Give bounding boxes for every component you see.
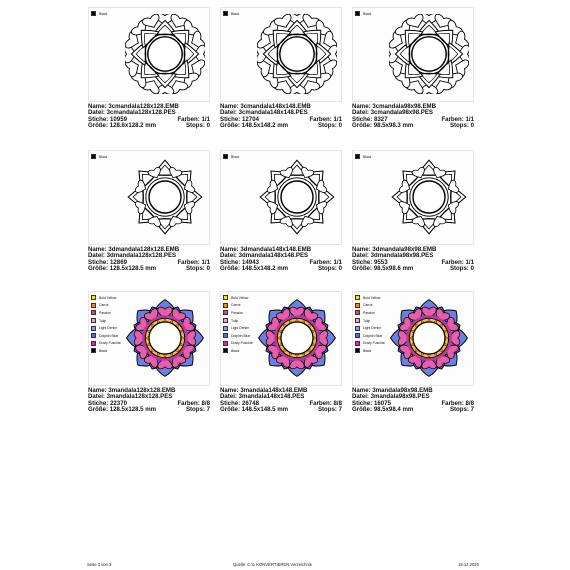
color-count-value: 1/1	[201, 258, 210, 266]
thread-color-item	[91, 302, 120, 310]
stop-count-value: 0	[206, 121, 210, 129]
color-count-label: Farben:	[441, 399, 464, 407]
design-name-label: Name:	[88, 387, 107, 394]
design-size	[220, 407, 288, 413]
stitch-count-label: Stiche:	[88, 258, 109, 266]
stitch-count-value: 16075	[374, 399, 391, 407]
thread-color-item	[223, 324, 252, 332]
color-count-value: 1/1	[201, 115, 210, 123]
color-label: Black	[231, 348, 240, 353]
design-info	[220, 247, 342, 272]
design-size-label: Größe:	[352, 405, 372, 413]
stitch-count-label: Stiche:	[352, 258, 373, 266]
design-size-label: Größe:	[220, 264, 240, 272]
design-size-value: 128.5x128.5 mm	[109, 264, 157, 272]
design-info	[352, 104, 474, 129]
mandala-graphic	[257, 14, 337, 94]
color-label: Bold Yellow	[99, 295, 117, 300]
color-label: Carrot	[99, 303, 109, 308]
color-swatch	[223, 333, 228, 338]
stop-count-label: Stops:	[317, 121, 337, 129]
stop-count	[186, 407, 210, 413]
color-count-value: 1/1	[465, 258, 474, 266]
mandala-preview	[257, 14, 337, 94]
thread-color-legend	[223, 153, 239, 161]
design-file-value: 3mandala148x148.PES	[238, 393, 305, 401]
thread-color-item	[355, 309, 384, 317]
design-name-value: 3mandala148x148.EMB	[240, 387, 308, 394]
design-info	[220, 104, 342, 129]
color-label: Carrot	[231, 303, 241, 308]
design-size-label: Größe:	[88, 405, 108, 413]
design-preview	[88, 7, 210, 102]
color-swatch	[91, 341, 96, 346]
color-label: Passion	[363, 310, 376, 315]
color-swatch	[223, 318, 228, 323]
thread-color-item	[355, 340, 384, 348]
design-size-value: 98.5x98.6 mm	[373, 264, 414, 272]
color-label: Black	[363, 348, 372, 353]
thread-color-legend	[223, 10, 239, 18]
design-name-value: 3dmandala148x148.EMB	[240, 246, 312, 253]
footer-page-number: Seite 3 von 3	[87, 562, 112, 567]
color-label: Bold Yellow	[231, 295, 249, 300]
thread-color-item	[223, 347, 252, 355]
color-count-label: Farben:	[441, 115, 464, 123]
design-file-value: 3dmandala128x128.PES	[106, 252, 177, 260]
color-count-label: Farben:	[177, 258, 200, 266]
design-size	[220, 123, 288, 129]
color-swatch	[355, 318, 360, 323]
stitch-count-value: 26748	[242, 399, 259, 407]
color-label: Dolphin Blue	[231, 333, 251, 338]
design-card	[88, 7, 210, 142]
stitch-count-label: Stiche:	[352, 115, 373, 123]
color-swatch	[91, 303, 96, 308]
stop-count-label: Stops:	[449, 405, 469, 413]
stop-count-value: 7	[206, 405, 210, 413]
color-label: Dolphin Blue	[363, 333, 383, 338]
color-swatch	[91, 333, 96, 338]
stitch-count-value: 8327	[374, 115, 388, 123]
design-preview	[352, 291, 474, 386]
stop-count	[450, 407, 474, 413]
stop-count-label: Stops:	[185, 405, 205, 413]
color-swatch	[355, 333, 360, 338]
design-card	[220, 291, 342, 426]
design-file-label: Datei:	[220, 109, 237, 117]
design-size-value: 98.5x98.3 mm	[373, 121, 414, 129]
design-info	[88, 104, 210, 129]
color-swatch	[91, 348, 96, 353]
mandala-preview	[389, 298, 469, 378]
thread-color-legend	[91, 10, 107, 18]
color-label: Tulip	[231, 318, 239, 323]
thread-color-legend	[91, 153, 107, 161]
thread-color-item	[91, 294, 120, 302]
color-swatch	[355, 303, 360, 308]
design-file-value: 3cmandala128x128.PES	[106, 109, 176, 117]
design-name-value: 3dmandala98x98.EMB	[372, 246, 437, 253]
design-file-value: 3dmandala98x98.PES	[370, 252, 434, 260]
color-label: Passion	[231, 310, 244, 315]
design-file-label: Datei:	[220, 252, 237, 260]
design-name-label: Name:	[352, 103, 371, 110]
design-preview	[88, 291, 210, 386]
thread-color-item	[355, 10, 371, 18]
design-card	[220, 7, 342, 142]
stop-count	[318, 123, 342, 129]
mandala-preview	[389, 14, 469, 94]
thread-color-item	[355, 332, 384, 340]
stitch-count-label: Stiche:	[88, 115, 109, 123]
color-count-value: 1/1	[333, 115, 342, 123]
thread-color-legend	[91, 294, 120, 355]
design-size-label: Größe:	[220, 405, 240, 413]
design-file-label: Datei:	[352, 393, 369, 401]
mandala-graphic	[128, 160, 202, 234]
design-size-value: 148.5x148.2 mm	[241, 264, 289, 272]
thread-color-legend	[223, 294, 252, 355]
mandala-preview	[125, 14, 205, 94]
color-swatch	[223, 310, 228, 315]
color-label: Light Denim	[231, 326, 250, 331]
design-card	[220, 150, 342, 285]
design-name-value: 3cmandala148x148.EMB	[240, 103, 311, 110]
design-size	[88, 123, 156, 129]
color-swatch	[223, 341, 228, 346]
thread-color-item	[91, 324, 120, 332]
design-file-label: Datei:	[88, 109, 105, 117]
design-card	[88, 291, 210, 426]
thread-color-item	[355, 302, 384, 310]
design-name-label: Name:	[88, 246, 107, 253]
design-card	[88, 150, 210, 285]
color-label: Tulip	[363, 318, 371, 323]
design-size-value: 98.5x98.4 mm	[373, 405, 414, 413]
design-info	[352, 247, 474, 272]
color-swatch	[355, 326, 360, 331]
thread-color-item	[223, 317, 252, 325]
design-name-label: Name:	[352, 246, 371, 253]
design-size	[88, 407, 156, 413]
design-size-label: Größe:	[352, 121, 372, 129]
color-label: Dolphin Blue	[99, 333, 119, 338]
color-label: Black	[99, 11, 108, 16]
design-preview	[220, 291, 342, 386]
design-file-value: 3mandala98x98.PES	[370, 393, 430, 401]
stop-count	[318, 407, 342, 413]
color-swatch	[355, 341, 360, 346]
design-preview	[88, 150, 210, 245]
color-label: Black	[363, 154, 372, 159]
mandala-graphic	[389, 14, 469, 94]
thread-color-item	[91, 340, 120, 348]
design-size	[352, 266, 413, 272]
design-info	[352, 388, 474, 413]
stop-count-value: 7	[338, 405, 342, 413]
design-size-label: Größe:	[352, 264, 372, 272]
stop-count-value: 0	[338, 264, 342, 272]
design-preview	[352, 150, 474, 245]
color-count-value: 8/8	[333, 399, 342, 407]
color-label: Tulip	[99, 318, 107, 323]
thread-color-item	[223, 10, 239, 18]
color-swatch	[355, 11, 360, 16]
mandala-graphic	[127, 300, 204, 377]
stitch-count-label: Stiche:	[220, 115, 241, 123]
stitch-count-value: 10959	[110, 115, 127, 123]
stop-count	[450, 266, 474, 272]
color-count-label: Farben:	[177, 399, 200, 407]
mandala-graphic	[392, 160, 466, 234]
thread-color-legend	[355, 10, 371, 18]
design-name-label: Name:	[220, 103, 239, 110]
design-name-value: 3mandala128x128.EMB	[108, 387, 176, 394]
stitch-count-value: 12704	[242, 115, 259, 123]
design-file-label: Datei:	[352, 252, 369, 260]
thread-color-item	[91, 153, 107, 161]
color-count-label: Farben:	[309, 115, 332, 123]
design-size-label: Größe:	[88, 121, 108, 129]
design-file-value: 3dmandala148x148.PES	[238, 252, 309, 260]
thread-color-item	[223, 332, 252, 340]
thread-color-legend	[355, 294, 384, 355]
design-size-value: 148.5x148.2 mm	[241, 121, 289, 129]
design-card	[352, 150, 474, 285]
design-size	[220, 266, 288, 272]
stop-count-value: 0	[470, 121, 474, 129]
color-swatch	[223, 295, 228, 300]
color-count-value: 1/1	[333, 258, 342, 266]
design-preview	[352, 7, 474, 102]
color-label: Bold Yellow	[363, 295, 381, 300]
stop-count-label: Stops:	[449, 121, 469, 129]
color-swatch	[223, 154, 228, 159]
thread-color-item	[355, 347, 384, 355]
color-count-label: Farben:	[177, 115, 200, 123]
color-label: Dusty Fuschia	[231, 341, 253, 346]
color-swatch	[91, 295, 96, 300]
design-info	[220, 388, 342, 413]
design-size	[352, 407, 413, 413]
design-info	[88, 247, 210, 272]
color-label: Black	[231, 11, 240, 16]
design-size	[88, 266, 156, 272]
color-label: Dusty Fuschia	[99, 341, 121, 346]
stop-count-value: 7	[470, 405, 474, 413]
design-file-label: Datei:	[88, 252, 105, 260]
thread-color-item	[223, 294, 252, 302]
design-name-label: Name:	[220, 246, 239, 253]
thread-color-item	[223, 153, 239, 161]
design-name-value: 3cmandala128x128.EMB	[108, 103, 179, 110]
color-count-label: Farben:	[441, 258, 464, 266]
design-size-value: 128.6x128.2 mm	[109, 121, 157, 129]
stop-count	[450, 123, 474, 129]
design-file-value: 3cmandala148x148.PES	[238, 109, 308, 117]
color-swatch	[91, 326, 96, 331]
stitch-count-value: 22370	[110, 399, 127, 407]
color-label: Light Denim	[363, 326, 382, 331]
mandala-graphic	[259, 300, 336, 377]
stop-count	[186, 123, 210, 129]
stitch-count-label: Stiche:	[88, 399, 109, 407]
design-name-value: 3mandala98x98.EMB	[372, 387, 433, 394]
footer-source: Quelle: C:\1 KONVERTIEREN Verzeichnis	[233, 562, 312, 567]
color-label: Black	[99, 154, 108, 159]
color-swatch	[223, 348, 228, 353]
stop-count-label: Stops:	[185, 264, 205, 272]
stitch-count-label: Stiche:	[220, 399, 241, 407]
stop-count	[186, 266, 210, 272]
color-swatch	[91, 154, 96, 159]
color-count-label: Farben:	[309, 258, 332, 266]
thread-color-item	[355, 317, 384, 325]
design-file-label: Datei:	[88, 393, 105, 401]
thread-color-item	[91, 309, 120, 317]
mandala-preview	[257, 157, 337, 237]
design-preview	[220, 150, 342, 245]
thread-color-item	[355, 153, 371, 161]
color-label: Black	[99, 348, 108, 353]
stitch-count-value: 9553	[374, 258, 388, 266]
thread-color-item	[223, 340, 252, 348]
stop-count-label: Stops:	[317, 405, 337, 413]
color-label: Black	[231, 154, 240, 159]
mandala-preview	[125, 298, 205, 378]
mandala-preview	[125, 157, 205, 237]
design-file-label: Datei:	[220, 393, 237, 401]
color-swatch	[223, 11, 228, 16]
stop-count-label: Stops:	[317, 264, 337, 272]
color-swatch	[355, 295, 360, 300]
design-preview	[220, 7, 342, 102]
thread-color-item	[355, 324, 384, 332]
stop-count-label: Stops:	[449, 264, 469, 272]
color-label: Dusty Fuschia	[363, 341, 385, 346]
stitch-count-value: 12869	[110, 258, 127, 266]
thread-color-item	[223, 309, 252, 317]
design-file-value: 3mandala128x128.PES	[106, 393, 173, 401]
mandala-graphic	[260, 160, 334, 234]
color-swatch	[91, 310, 96, 315]
mandala-preview	[389, 157, 469, 237]
color-label: Carrot	[363, 303, 373, 308]
color-count-value: 8/8	[201, 399, 210, 407]
stop-count	[318, 266, 342, 272]
design-info	[88, 388, 210, 413]
color-count-label: Farben:	[309, 399, 332, 407]
design-file-label: Datei:	[352, 109, 369, 117]
thread-color-item	[223, 302, 252, 310]
design-name-label: Name:	[88, 103, 107, 110]
color-swatch	[355, 310, 360, 315]
mandala-graphic	[125, 14, 205, 94]
thread-color-item	[91, 317, 120, 325]
stop-count-label: Stops:	[185, 121, 205, 129]
footer-date: 18.12.2020	[458, 562, 479, 567]
design-size-label: Größe:	[88, 264, 108, 272]
color-swatch	[223, 303, 228, 308]
color-label: Passion	[99, 310, 112, 315]
design-name-value: 3cmandala98x98.EMB	[372, 103, 437, 110]
stop-count-value: 0	[470, 264, 474, 272]
thread-color-item	[91, 332, 120, 340]
color-swatch	[91, 318, 96, 323]
thread-color-legend	[355, 153, 371, 161]
color-label: Black	[363, 11, 372, 16]
color-count-value: 1/1	[465, 115, 474, 123]
design-name-label: Name:	[352, 387, 371, 394]
design-file-value: 3cmandala98x98.PES	[370, 109, 433, 117]
stop-count-value: 0	[206, 264, 210, 272]
design-card	[352, 7, 474, 142]
stitch-count-label: Stiche:	[220, 258, 241, 266]
color-swatch	[355, 348, 360, 353]
design-size-value: 148.5x148.5 mm	[241, 405, 289, 413]
stop-count-value: 0	[338, 121, 342, 129]
mandala-graphic	[391, 300, 468, 377]
color-swatch	[355, 154, 360, 159]
stitch-count-value: 14943	[242, 258, 259, 266]
thread-color-item	[91, 347, 120, 355]
thread-color-item	[355, 294, 384, 302]
design-size-label: Größe:	[220, 121, 240, 129]
stitch-count-label: Stiche:	[352, 399, 373, 407]
color-label: Light Denim	[99, 326, 118, 331]
design-size	[352, 123, 413, 129]
thread-color-item	[91, 10, 107, 18]
mandala-preview	[257, 298, 337, 378]
color-swatch	[223, 326, 228, 331]
color-swatch	[91, 11, 96, 16]
design-size-value: 128.5x128.5 mm	[109, 405, 157, 413]
color-count-value: 8/8	[465, 399, 474, 407]
design-name-value: 3dmandala128x128.EMB	[108, 246, 180, 253]
design-name-label: Name:	[220, 387, 239, 394]
design-card	[352, 291, 474, 426]
